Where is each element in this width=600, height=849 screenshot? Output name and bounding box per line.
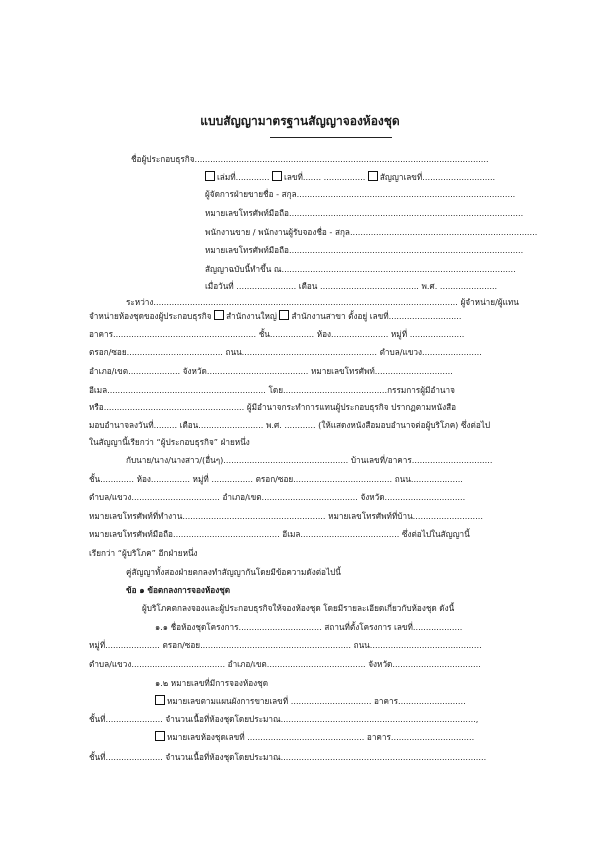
line-text: หรือ...................................................... ผู้มีอำนาจกระทำการแทนผู้ประกอบธุรกิจ ปรากฏตามหนังสือ xyxy=(89,402,457,412)
form-line xyxy=(89,401,541,413)
form-line xyxy=(89,419,541,431)
title-underline xyxy=(270,137,392,138)
form-line xyxy=(89,510,541,522)
form-line xyxy=(205,226,545,238)
line-text: หมู่ที่..................... ตรอก/ซอย.......................................................... ถนน........................................... xyxy=(89,640,482,650)
line-text: ชั้นที่...................... จำนวนเนื้อที่ห้องชุดโดยประมาณ..........................................................................., xyxy=(89,714,479,724)
form-line xyxy=(89,310,541,322)
line-text: ตำบล/แขวง.................................... อำเภอ/เขต...................................... จังหวัด.................................. xyxy=(89,659,481,669)
line-text: ชื่อผู้ประกอบธุรกิจ................................................................................................................. xyxy=(131,154,489,164)
line-text: หมายเลขโทรศัพท์ที่ทำงาน....................................................... หมายเลขโทรศัพท์ที่บ้าน........................... xyxy=(89,511,483,521)
form-line xyxy=(155,695,542,707)
line-text: มอบอำนาจลงวันที่......... เดือน......................... พ.ศ. ............ (ให้แสดงหนังสือมอบอำนาจต่อผู้บริโภค) ซึ่งต่อไป xyxy=(89,420,491,430)
checkbox[interactable] xyxy=(272,171,282,181)
checkbox[interactable] xyxy=(155,731,165,741)
line-text: สำนักงานใหญ่ xyxy=(226,311,280,321)
form-line xyxy=(126,584,542,596)
line-text: ๑.๑ ชื่อห้องชุดโครงการ................................ สถานที่ตั้งโครงการ เลขที่................... xyxy=(155,622,463,632)
checkbox[interactable] xyxy=(279,310,289,320)
form-line xyxy=(89,384,541,396)
line-text: ในสัญญานี้เรียกว่า “ผู้ประกอบธุรกิจ” ฝ่ายหนึ่ง xyxy=(89,437,250,447)
line-text: ชั้นที่...................... จำนวนเนื้อที่ห้องชุดโดยประมาณ............................................................................... xyxy=(89,752,487,762)
form-line xyxy=(89,547,541,559)
form-line xyxy=(89,473,541,485)
line-text: สัญญาฉบับนี้ทำขึ้น ณ.......................................................................................... xyxy=(205,264,516,274)
form-line xyxy=(205,171,545,183)
form-line xyxy=(205,188,545,200)
form-line xyxy=(126,296,542,308)
form-line xyxy=(89,436,541,448)
line-text: สัญญาเลขที่............................ xyxy=(379,172,496,182)
line-text: ๑.๒ หมายเลขที่มีการจองห้องชุด xyxy=(155,678,269,688)
form-line xyxy=(89,713,541,725)
form-line xyxy=(205,244,545,256)
form-line xyxy=(205,280,545,292)
line-text: ระหว่าง..................................................................................................................... ผู้จำหน่าย/ผู้แทน xyxy=(126,297,519,307)
line-text: หมายเลขโทรศัพท์มือถือ.......................................................................................... xyxy=(205,208,524,218)
line-text: อำเภอ/เขต.................... จังหวัด....................................... หมายเลขโทรศัพท์.............................. xyxy=(89,366,453,376)
line-text: เมื่อวันที่ ....................... เดือน ...................................... พ.ศ. ...................... xyxy=(205,281,498,291)
form-line xyxy=(89,328,541,340)
form-line xyxy=(89,346,541,358)
document-title: แบบสัญญามาตรฐานสัญญาจองห้องชุด xyxy=(200,114,400,128)
form-line xyxy=(126,454,542,466)
form-line xyxy=(89,491,541,503)
line-text: อีเมล............................................................. โดย........................................กรรมการผู้มีอำนาจ xyxy=(89,385,455,395)
line-text: เลขที่....... ................ xyxy=(284,172,368,182)
checkbox[interactable] xyxy=(205,171,215,181)
line-text: สำนักงานสาขา ตั้งอยู่ เลขที่............................ xyxy=(291,311,462,321)
line-text: หมายเลขโทรศัพท์มือถือ.......................................................................................... xyxy=(205,245,524,255)
line-text: หมายเลขตามแผนผังการขายเลขที่ ............................... อาคาร.......................... xyxy=(167,696,466,706)
line-text: จำหน่ายห้องชุดของผู้ประกอบธุรกิจ xyxy=(89,311,215,321)
line-text: ข้อ ๑ ข้อตกลงการจองห้องชุด xyxy=(126,585,231,595)
line-text: เรียกว่า “ผู้บริโภค” อีกฝ่ายหนึ่ง xyxy=(89,548,198,558)
checkbox[interactable] xyxy=(368,171,378,181)
form-line xyxy=(126,566,542,578)
form-line xyxy=(89,365,541,377)
form-line xyxy=(89,639,541,651)
line-text: ตำบล/แขวง.................................. อำเภอ/เขต..................................... จังหวัด............................... xyxy=(89,492,466,502)
form-line xyxy=(89,751,541,763)
checkbox[interactable] xyxy=(155,695,165,705)
line-text: คู่สัญญาทั้งสองฝ่ายตกลงทำสัญญากันโดยมีข้อความดังต่อไปนี้ xyxy=(126,567,341,577)
line-text: เล่มที่............. xyxy=(217,172,273,182)
line-text: หมายเลขโทรศัพท์มือถือ......................................... อีเมล...................................... ซึ่งต่อไปในสัญญานี้ xyxy=(89,529,470,539)
form-line xyxy=(89,528,541,540)
form-line xyxy=(142,602,542,614)
line-text: ผู้จัดการฝ่ายขายชื่อ - สกุล.................................................................................... xyxy=(205,189,516,199)
line-text: หมายเลขห้องชุดเลขที่ ............................................. อาคาร................................ xyxy=(167,732,475,742)
line-text: อาคาร....................................................... ชั้น................. ห้อง...................... หมู่ที่ ..................... xyxy=(89,329,465,339)
line-text: พนักงานขาย / พนักงานผู้รับจองชื่อ - สกุล........................................................................ xyxy=(205,227,538,237)
line-text: ผู้บริโภคตกลงจองและผู้ประกอบธุรกิจให้จองห้องชุด โดยมีรายละเอียดเกี่ยวกับห้องชุด ดังนี้ xyxy=(142,603,455,613)
form-line xyxy=(155,731,542,743)
form-line xyxy=(131,153,541,165)
line-text: กับนาย/นาง/นางสาว/(อื่นๆ)................................................ บ้านเลขที่/อาคาร............................... xyxy=(126,455,493,465)
line-text: ชั้น............. ห้อง............... หมู่ที่ ................ ตรอก/ซอย...................................... ถนน.................... xyxy=(89,474,463,484)
form-line xyxy=(155,677,542,689)
form-line xyxy=(89,658,541,670)
form-line xyxy=(205,263,545,275)
form-line xyxy=(205,207,545,219)
line-text: ตรอก/ซอย..................................... ถนน.................................................... ตำบล/แขวง....................... xyxy=(89,347,482,357)
checkbox[interactable] xyxy=(214,310,224,320)
form-line xyxy=(155,621,542,633)
